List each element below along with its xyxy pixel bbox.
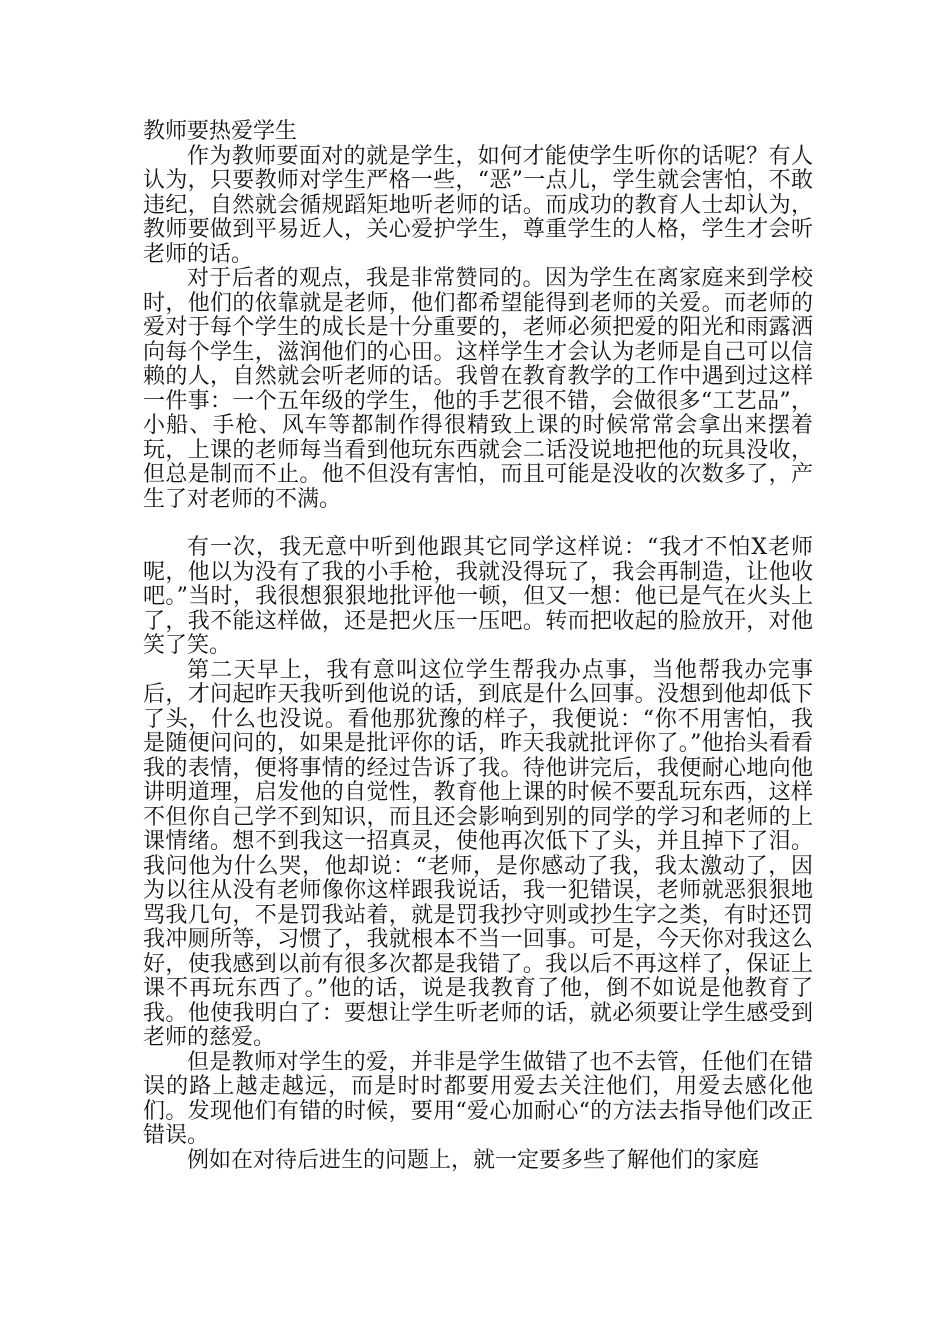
document-body <box>143 120 813 1173</box>
paragraph-3: 有一次，我无意中听到他跟其它同学这样说：“我才不怕X老师呢，他以为没有了我的小手枪，我就没得玩了，我会再制造，让他收吧。”当时，我很想狠狠地批评他一顿，但又一想：他已是气在火头上了，我不能这样做，还是把火压一压吧。转而把收起的脸放开，对他笑了笑。 <box>143 535 813 658</box>
document-title: 教师要热爱学生 <box>143 119 298 144</box>
paragraph-4: 第二天早上，我有意叫这位学生帮我办点事，当他帮我办完事后，才问起昨天我听到他说的话，到底是什么回事。没想到他却低下了头，什么也没说。看他那犹豫的样子，我便说：“你不用害怕，我是随便问问的，如果是批评你的话，昨天我就批评你了。”他抬头看看我的表情，便将事情的经过告诉了我。待他讲完后，我便耐心地向他讲明道理，启发他的自觉性，教育他上课的时候不要乱玩东西，这样不但你自己学不到知识，而且还会影响到别的同学的学习和老师的上课情绪。想不到我这一招真灵，使他再次低下了头，并且掉下了泪。我问他为什么哭，他却说：“老师，是你感动了我，我太激动了，因为以往从没有老师像你这样跟我说话，我一犯错误，老师就恶狠狠地骂我几句，不是罚我站着，就是罚我抄守则或抄生字之类，有时还罚我冲厕所等，习惯了，我就根本不当一回事。可是，今天你对我这么好，使我感到以前有很多次都是我错了。我以后不再这样了，保证上课不再玩东西了。”他的话，说是我教育了他，倒不如说是他教育了我。他使我明白了：要想让学生听老师的话，就必须要让学生感受到老师的慈爱。 <box>143 657 813 1050</box>
paragraph-6: 例如在对待后进生的问题上，就一定要多些了解他们的家庭 <box>187 1147 760 1173</box>
paragraph-1: 作为教师要面对的就是学生，如何才能使学生听你的话呢？有人认为，只要教师对学生严格一些，“恶”一点儿，学生就会害怕，不敢违纪，自然就会循规蹈矩地听老师的话。而成功的教育人士却认为，教师要做到平易近人，关心爱护学生，尊重学生的人格，学生才会听老师的话。 <box>143 143 813 267</box>
paragraph-5: 但是教师对学生的爱，并非是学生做错了也不去管，任他们在错误的路上越走越远，而是时时都要用爱去关注他们，用爱去感化他们。发现他们有错的时候，要用“爱心加耐心“的方法去指导他们改正错误。 <box>143 1049 813 1148</box>
paragraph-2: 对于后者的观点，我是非常赞同的。因为学生在离家庭来到学校时，他们的依靠就是老师，他们都希望能得到老师的关爱。而老师的爱对于每个学生的成长是十分重要的，老师必须把爱的阳光和雨露洒向每个学生，滋润他们的心田。这样学生才会认为老师是自己可以信赖的人，自然就会听老师的话。我曾在教育教学的工作中遇到过这样一件事：一个五年级的学生，他的手艺很不错，会做很多“工艺品”，小船、手枪、风车等都制作得很精致上课的时候常常会拿出来摆着玩，上课的老师每当看到他玩东西就会二话没说地把他的玩具没收，但总是制而不止。他不但没有害怕，而且可能是没收的次数多了，产生了对老师的不满。 <box>143 266 813 512</box>
